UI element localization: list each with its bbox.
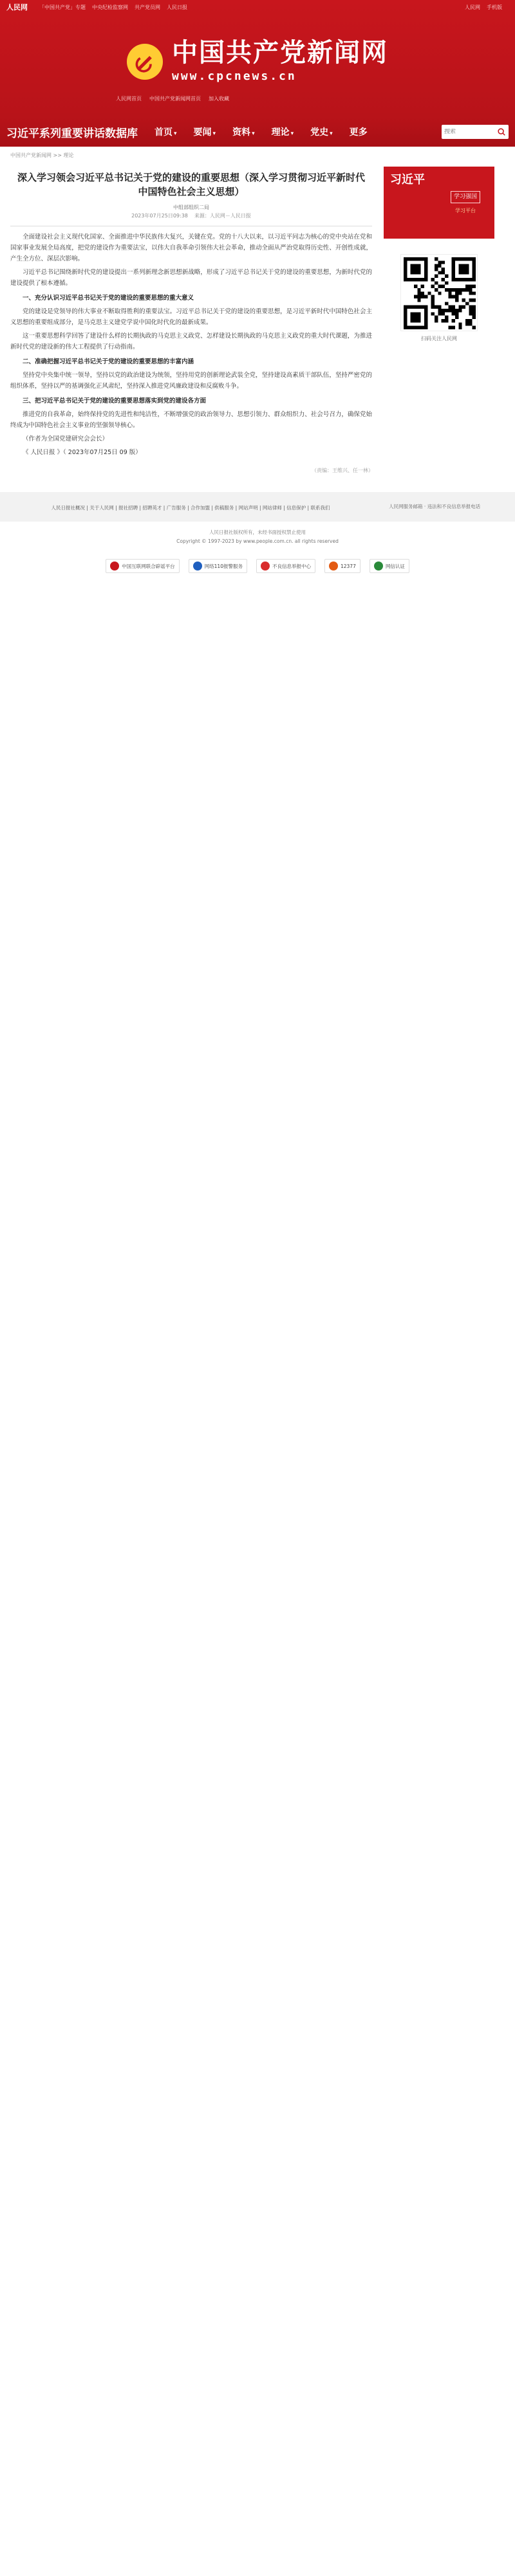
paragraph: 坚持党中央集中统一领导，坚持以党的政治建设为统领，坚持用党的创新理论武装全党，坚持建设高素质干部队伍，坚持严密党的组织体系，坚持以严的基调强化正风肃纪，坚持深入推进党风廉政建设和反腐败斗争。	[10, 372, 372, 390]
badge-icon	[193, 562, 202, 571]
nav-item-news[interactable]: 要闻 ▾	[193, 127, 216, 138]
search-icon[interactable]	[497, 127, 506, 136]
badge-verified[interactable]: 网信认证	[370, 559, 409, 573]
qr-code-icon	[400, 254, 478, 331]
promo-sub: 学习平台	[455, 208, 476, 214]
footer-contact: 人民网服务邮箱 · 违法和不良信息举报电话	[389, 504, 481, 509]
badge-police[interactable]: 网络110报警服务	[189, 559, 247, 573]
promo-title: 习近平	[390, 173, 425, 187]
section-heading: 三、把习近平总书记关于党的建设的重要思想落实到党的建设各方面	[23, 397, 207, 405]
nav-item-history[interactable]: 党史 ▾	[310, 127, 333, 138]
sidebar	[384, 167, 494, 461]
top-link[interactable]: 人民日报	[167, 4, 187, 10]
people-logo[interactable]: 人民网	[6, 3, 28, 12]
main-nav	[0, 117, 515, 147]
article-meta	[10, 212, 372, 219]
sub-links	[116, 95, 229, 102]
article-body	[10, 232, 372, 458]
top-link[interactable]: 「中国共产党」专题	[39, 4, 86, 10]
paragraph: （作者为全国党建研究会会长）	[23, 435, 109, 443]
badge-report[interactable]: 不良信息举报中心	[256, 559, 315, 573]
editor-line: （责编：王维兴、任一林）	[312, 468, 373, 473]
top-link[interactable]: 中央纪检监察网	[92, 4, 128, 10]
site-url: www.cpcnews.cn	[172, 69, 297, 83]
paragraph: 习近平总书记围绕新时代党的建设提出一系列新理念新思想新战略，形成了习近平总书记关于党的建设的重要思想，为新时代党的建设提供了根本遵循。	[10, 269, 372, 287]
chevron-down-icon: ▾	[330, 131, 333, 137]
footer-badges	[0, 553, 515, 586]
badge-icon	[374, 562, 383, 571]
badge-icon	[329, 562, 338, 571]
article	[10, 167, 384, 461]
paragraph: 党的建设是党领导的伟大事业不断取得胜利的重要法宝。习近平总书记关于党的建设的重要思想，是习近平新时代中国特色社会主义思想的重要组成部分，是马克思主义建党学说中国化时代化的最新成果。	[10, 308, 372, 326]
badge-rumor[interactable]: 中国互联网联合辟谣平台	[106, 559, 180, 573]
article-title: 深入学习领会习近平总书记关于党的建设的重要思想（深入学习贯彻习近平新时代中国特色社会主义思想）	[17, 172, 365, 197]
qr-caption: 扫码关注人民网	[421, 336, 457, 342]
article-author: 中组部组织二局	[173, 205, 209, 210]
section-heading: 二、准确把握习近平总书记关于党的建设的重要思想的丰富内涵	[23, 358, 194, 365]
copyright	[0, 522, 515, 553]
badge-12377[interactable]: 12377	[324, 559, 360, 573]
sub-link[interactable]: 人民网首页	[116, 96, 142, 102]
chevron-down-icon: ▾	[174, 131, 177, 137]
search-box	[442, 125, 509, 139]
badge-icon	[110, 562, 119, 571]
article-source[interactable]: 来源：人民网－人民日报	[194, 213, 251, 219]
nav-item-home[interactable]: 首页 ▾	[154, 127, 177, 138]
site-title[interactable]: 中国共产党新闻网	[172, 38, 388, 68]
paragraph: 《 人民日报 》（ 2023年07月25日 09 版）	[23, 449, 142, 456]
promo-banner[interactable]	[384, 167, 494, 239]
search-input[interactable]	[444, 129, 492, 135]
database-brand[interactable]: 习近平系列重要讲话数据库	[6, 127, 138, 140]
header-banner	[0, 0, 515, 147]
chevron-down-icon: ▾	[252, 131, 255, 137]
footer	[0, 492, 515, 522]
copyright-line-2: Copyright © 1997-2023 by www.people.com.cn. all rights reserved	[176, 538, 339, 544]
chevron-down-icon: ▾	[290, 131, 294, 137]
chevron-down-icon: ▾	[212, 131, 216, 137]
paragraph: 这一重要思想科学回答了建设什么样的长期执政的马克思主义政党、怎样建设长期执政的马克思主义政党的重大时代课题，为推进新时代党的建设新的伟大工程提供了行动指南。	[10, 333, 372, 351]
sub-link[interactable]: 加入收藏	[209, 96, 229, 102]
promo-box: 学习强国	[451, 191, 480, 203]
top-link[interactable]: 共产党员网	[135, 4, 160, 10]
party-emblem-icon	[127, 44, 163, 80]
nav-item-more[interactable]: 更多	[349, 127, 368, 138]
breadcrumb[interactable]: 中国共产党新闻网 >> 理论	[10, 152, 74, 158]
top-links-bar	[0, 0, 515, 14]
content-area	[0, 167, 515, 461]
badge-icon	[261, 562, 270, 571]
sub-link[interactable]: 中国共产党新闻网首页	[149, 96, 201, 102]
footer-links[interactable]: 人民日报社概况 | 关于人民网 | 报社招聘 | 招聘英才 | 广告服务 | 合作加盟 | 供稿服务 | 网站声明 | 网站律师 | 信息保护 | 联系我们	[51, 505, 330, 511]
nav-item-theory[interactable]: 理论 ▾	[271, 127, 294, 138]
masthead	[0, 40, 515, 83]
article-date: 2023年07月25日09:38	[131, 213, 188, 219]
copyright-line-1: 人民日报社版权所有，未经书面授权禁止使用	[209, 529, 306, 535]
paragraph: 全面建设社会主义现代化国家、全面推进中华民族伟大复兴，关键在党。党的十八大以来，以习近平同志为核心的党中央站在党和国家事业发展全局高度，把党的建设作为重要法宝，以伟大自我革命引领伟大社会革命，推动全面从严治党取得历史性、开创性成就，产生全方位、深层次影响。	[10, 233, 372, 262]
top-link[interactable]: 手机版	[487, 4, 502, 10]
top-link[interactable]: 人民网	[465, 4, 480, 10]
nav-item-docs[interactable]: 资料 ▾	[232, 127, 255, 138]
paragraph: 推进党的自我革命，始终保持党的先进性和纯洁性，不断增强党的政治领导力、思想引领力、群众组织力、社会号召力，确保党始终成为中国特色社会主义事业的坚强领导核心。	[10, 411, 372, 429]
section-heading: 一、充分认识习近平总书记关于党的建设的重要思想的重大意义	[23, 295, 194, 302]
